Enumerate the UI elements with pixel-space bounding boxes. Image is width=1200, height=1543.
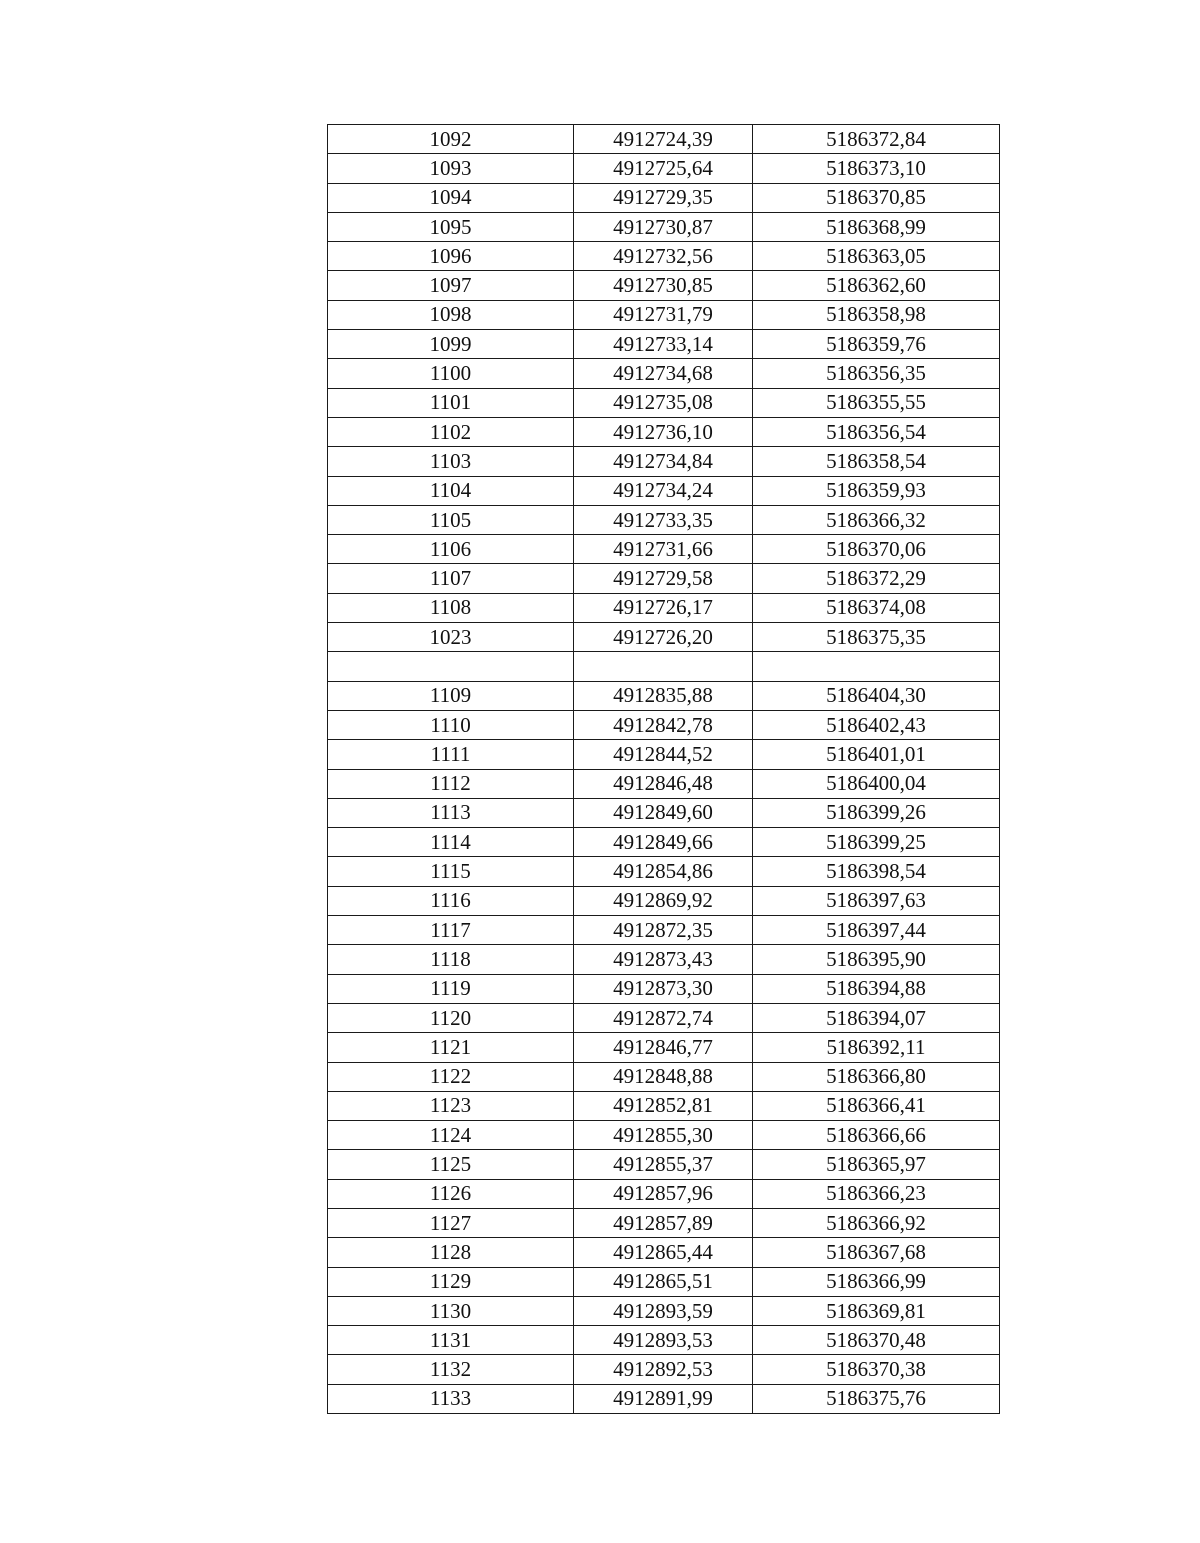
table-row [328,798,1000,827]
table-row [328,417,1000,446]
y-coordinate-cell: 5186370,48 [753,1326,1000,1355]
y-coordinate-cell: 5186369,81 [753,1296,1000,1325]
point-number-cell: 1128 [328,1238,574,1267]
x-coordinate-cell: 4912855,30 [574,1121,753,1150]
point-number-cell: 1123 [328,1091,574,1120]
y-coordinate-cell: 5186397,44 [753,916,1000,945]
table-row [328,886,1000,915]
table-row [328,769,1000,798]
point-number-cell: 1119 [328,974,574,1003]
table-row [328,242,1000,271]
table-row [328,1208,1000,1237]
y-coordinate-cell: 5186359,93 [753,476,1000,505]
point-number-cell: 1120 [328,1003,574,1032]
table-row [328,1355,1000,1384]
table-row [328,330,1000,359]
table-row [328,300,1000,329]
x-coordinate-cell: 4912733,14 [574,330,753,359]
x-coordinate-cell: 4912873,30 [574,974,753,1003]
x-coordinate-cell: 4912852,81 [574,1091,753,1120]
x-coordinate-cell: 4912869,92 [574,886,753,915]
point-number-cell [328,652,574,681]
y-coordinate-cell: 5186402,43 [753,710,1000,739]
x-coordinate-cell: 4912726,17 [574,593,753,622]
point-number-cell: 1097 [328,271,574,300]
point-number-cell: 1109 [328,681,574,710]
y-coordinate-cell: 5186359,76 [753,330,1000,359]
x-coordinate-cell: 4912846,48 [574,769,753,798]
y-coordinate-cell: 5186375,35 [753,623,1000,652]
point-number-cell: 1115 [328,857,574,886]
point-number-cell: 1131 [328,1326,574,1355]
x-coordinate-cell: 4912846,77 [574,1033,753,1062]
point-number-cell: 1127 [328,1208,574,1237]
table-row [328,623,1000,652]
y-coordinate-cell: 5186394,07 [753,1003,1000,1032]
y-coordinate-cell: 5186358,54 [753,447,1000,476]
y-coordinate-cell: 5186366,23 [753,1179,1000,1208]
y-coordinate-cell: 5186399,26 [753,798,1000,827]
y-coordinate-cell: 5186398,54 [753,857,1000,886]
x-coordinate-cell: 4912872,35 [574,916,753,945]
table-row [328,681,1000,710]
y-coordinate-cell [753,652,1000,681]
point-number-cell: 1130 [328,1296,574,1325]
x-coordinate-cell: 4912734,24 [574,476,753,505]
x-coordinate-cell [574,652,753,681]
table-row [328,447,1000,476]
table-row [328,183,1000,212]
y-coordinate-cell: 5186400,04 [753,769,1000,798]
point-number-cell: 1104 [328,476,574,505]
y-coordinate-cell: 5186365,97 [753,1150,1000,1179]
x-coordinate-cell: 4912724,39 [574,125,753,154]
table-row [328,1384,1000,1413]
y-coordinate-cell: 5186366,66 [753,1121,1000,1150]
point-number-cell: 1129 [328,1267,574,1296]
table-row [328,1179,1000,1208]
x-coordinate-cell: 4912725,64 [574,154,753,183]
table-row [328,1121,1000,1150]
y-coordinate-cell: 5186368,99 [753,212,1000,241]
point-number-cell: 1098 [328,300,574,329]
table-row [328,857,1000,886]
table-row [328,476,1000,505]
y-coordinate-cell: 5186370,06 [753,535,1000,564]
table-row [328,535,1000,564]
x-coordinate-cell: 4912849,66 [574,828,753,857]
table-row [328,1003,1000,1032]
point-number-cell: 1023 [328,623,574,652]
y-coordinate-cell: 5186366,41 [753,1091,1000,1120]
coordinates-table [327,124,1000,1414]
point-number-cell: 1093 [328,154,574,183]
point-number-cell: 1106 [328,535,574,564]
point-number-cell: 1113 [328,798,574,827]
x-coordinate-cell: 4912865,44 [574,1238,753,1267]
x-coordinate-cell: 4912893,53 [574,1326,753,1355]
y-coordinate-cell: 5186370,38 [753,1355,1000,1384]
table-row [328,740,1000,769]
y-coordinate-cell: 5186401,01 [753,740,1000,769]
point-number-cell: 1112 [328,769,574,798]
x-coordinate-cell: 4912731,79 [574,300,753,329]
x-coordinate-cell: 4912857,89 [574,1208,753,1237]
x-coordinate-cell: 4912835,88 [574,681,753,710]
x-coordinate-cell: 4912736,10 [574,417,753,446]
x-coordinate-cell: 4912731,66 [574,535,753,564]
point-number-cell: 1101 [328,388,574,417]
y-coordinate-cell: 5186366,99 [753,1267,1000,1296]
y-coordinate-cell: 5186356,54 [753,417,1000,446]
x-coordinate-cell: 4912729,58 [574,564,753,593]
y-coordinate-cell: 5186362,60 [753,271,1000,300]
y-coordinate-cell: 5186395,90 [753,945,1000,974]
coordinates-table-body [328,125,1000,1414]
table-row [328,652,1000,681]
y-coordinate-cell: 5186366,32 [753,505,1000,534]
y-coordinate-cell: 5186372,84 [753,125,1000,154]
point-number-cell: 1111 [328,740,574,769]
table-row [328,916,1000,945]
point-number-cell: 1117 [328,916,574,945]
table-row [328,593,1000,622]
y-coordinate-cell: 5186392,11 [753,1033,1000,1062]
y-coordinate-cell: 5186356,35 [753,359,1000,388]
table-row [328,271,1000,300]
y-coordinate-cell: 5186370,85 [753,183,1000,212]
y-coordinate-cell: 5186399,25 [753,828,1000,857]
x-coordinate-cell: 4912729,35 [574,183,753,212]
x-coordinate-cell: 4912733,35 [574,505,753,534]
y-coordinate-cell: 5186355,55 [753,388,1000,417]
point-number-cell: 1126 [328,1179,574,1208]
x-coordinate-cell: 4912873,43 [574,945,753,974]
x-coordinate-cell: 4912730,87 [574,212,753,241]
table-row [328,974,1000,1003]
x-coordinate-cell: 4912854,86 [574,857,753,886]
point-number-cell: 1096 [328,242,574,271]
x-coordinate-cell: 4912842,78 [574,710,753,739]
table-row [328,1238,1000,1267]
y-coordinate-cell: 5186374,08 [753,593,1000,622]
point-number-cell: 1095 [328,212,574,241]
point-number-cell: 1099 [328,330,574,359]
point-number-cell: 1100 [328,359,574,388]
point-number-cell: 1114 [328,828,574,857]
point-number-cell: 1121 [328,1033,574,1062]
y-coordinate-cell: 5186367,68 [753,1238,1000,1267]
table-row [328,564,1000,593]
x-coordinate-cell: 4912726,20 [574,623,753,652]
x-coordinate-cell: 4912893,59 [574,1296,753,1325]
y-coordinate-cell: 5186372,29 [753,564,1000,593]
x-coordinate-cell: 4912734,84 [574,447,753,476]
table-row [328,1150,1000,1179]
point-number-cell: 1103 [328,447,574,476]
table-row [328,1326,1000,1355]
x-coordinate-cell: 4912849,60 [574,798,753,827]
x-coordinate-cell: 4912857,96 [574,1179,753,1208]
y-coordinate-cell: 5186394,88 [753,974,1000,1003]
point-number-cell: 1125 [328,1150,574,1179]
x-coordinate-cell: 4912735,08 [574,388,753,417]
point-number-cell: 1122 [328,1062,574,1091]
point-number-cell: 1108 [328,593,574,622]
table-row [328,212,1000,241]
y-coordinate-cell: 5186373,10 [753,154,1000,183]
point-number-cell: 1102 [328,417,574,446]
point-number-cell: 1116 [328,886,574,915]
point-number-cell: 1132 [328,1355,574,1384]
point-number-cell: 1118 [328,945,574,974]
x-coordinate-cell: 4912844,52 [574,740,753,769]
x-coordinate-cell: 4912865,51 [574,1267,753,1296]
point-number-cell: 1107 [328,564,574,593]
table-row [328,1091,1000,1120]
point-number-cell: 1094 [328,183,574,212]
point-number-cell: 1124 [328,1121,574,1150]
table-row [328,388,1000,417]
table-row [328,125,1000,154]
table-row [328,154,1000,183]
table-row [328,1062,1000,1091]
point-number-cell: 1092 [328,125,574,154]
x-coordinate-cell: 4912872,74 [574,1003,753,1032]
y-coordinate-cell: 5186366,80 [753,1062,1000,1091]
x-coordinate-cell: 4912892,53 [574,1355,753,1384]
table-row [328,1033,1000,1062]
y-coordinate-cell: 5186397,63 [753,886,1000,915]
table-row [328,828,1000,857]
y-coordinate-cell: 5186358,98 [753,300,1000,329]
y-coordinate-cell: 5186375,76 [753,1384,1000,1413]
x-coordinate-cell: 4912730,85 [574,271,753,300]
table-row [328,505,1000,534]
y-coordinate-cell: 5186404,30 [753,681,1000,710]
point-number-cell: 1105 [328,505,574,534]
table-row [328,359,1000,388]
table-row [328,945,1000,974]
x-coordinate-cell: 4912848,88 [574,1062,753,1091]
table-row [328,710,1000,739]
x-coordinate-cell: 4912891,99 [574,1384,753,1413]
y-coordinate-cell: 5186366,92 [753,1208,1000,1237]
x-coordinate-cell: 4912855,37 [574,1150,753,1179]
point-number-cell: 1133 [328,1384,574,1413]
table-row [328,1296,1000,1325]
y-coordinate-cell: 5186363,05 [753,242,1000,271]
x-coordinate-cell: 4912734,68 [574,359,753,388]
table-row [328,1267,1000,1296]
x-coordinate-cell: 4912732,56 [574,242,753,271]
point-number-cell: 1110 [328,710,574,739]
